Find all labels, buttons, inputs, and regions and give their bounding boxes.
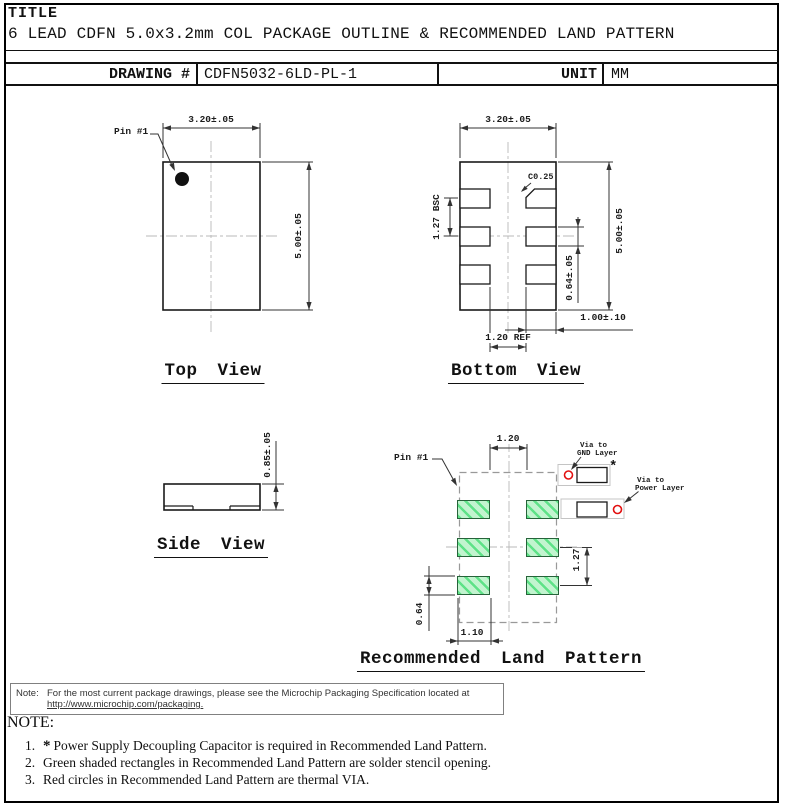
power-via-pad xyxy=(577,502,607,517)
note-text: For the most current package drawings, please see the Microchip Packaging Specification located at xyxy=(47,688,470,699)
land-gap-dim: 1.20 xyxy=(496,433,520,444)
note-item-number: 2. xyxy=(25,755,36,770)
bottom-chamfer-dim: C0.25 xyxy=(528,172,554,182)
pin1-marker-dot xyxy=(175,172,189,186)
note-item-1 xyxy=(25,738,487,755)
gnd-via-label-line1: Via to xyxy=(580,442,608,450)
land-pin1-label: Pin #1 xyxy=(394,452,429,463)
pin1-chamfered-pad xyxy=(526,189,556,208)
bottom-height-dim: 5.00±.05 xyxy=(614,208,625,254)
bottom-view-label: Bottom View xyxy=(448,361,584,384)
bottom-pad-width-dim: 1.00±.10 xyxy=(580,312,626,323)
gnd-via-pad xyxy=(577,468,607,483)
gnd-via-circle xyxy=(565,471,573,479)
land-pad-width-dim: 1.10 xyxy=(460,627,484,638)
land-pitch-dim: 1.27 xyxy=(571,548,582,572)
bottom-pitch-dim: 1.27 BSC xyxy=(431,194,442,240)
top-view-linework xyxy=(150,123,313,310)
top-height-dim: 5.00±.05 xyxy=(293,213,304,259)
note-item-3 xyxy=(25,772,369,788)
notes-heading: NOTE: xyxy=(7,714,55,731)
note-item-text: Power Supply Decoupling Capacitor is required in Recommended Land Pattern. xyxy=(53,738,487,753)
note-item-2 xyxy=(25,755,491,771)
note-item-text: Red circles in Recommended Land Pattern are thermal VIA. xyxy=(43,772,370,787)
top-pin1-label: Pin #1 xyxy=(114,126,149,137)
note-label: Note: xyxy=(16,688,39,699)
page-title: 6 LEAD CDFN 5.0x3.2mm COL PACKAGE OUTLINE & RECOMMENDED LAND PATTERN xyxy=(8,25,675,43)
power-via-circle xyxy=(614,506,622,514)
land-pattern-label: Recommended Land Pattern xyxy=(357,649,645,672)
power-via-label-line2: Power Layer xyxy=(635,485,685,493)
note-url: http://www.microchip.com/packaging. xyxy=(47,699,204,710)
land-pattern-linework xyxy=(424,444,639,645)
note-item-number: 1. xyxy=(25,738,36,753)
bottom-view-pads xyxy=(460,189,556,284)
side-view-label: Side View xyxy=(154,535,268,558)
land-pad-height-dim: 0.64 xyxy=(414,602,425,626)
decoupling-cap-asterisk: * xyxy=(609,459,618,475)
bottom-ref-dim: 1.20 REF xyxy=(485,332,531,343)
side-thickness-dim: 0.85±.05 xyxy=(262,432,273,478)
drawing-number-label: DRAWING # xyxy=(108,66,190,83)
drawing-number-value: CDFN5032-6LD-PL-1 xyxy=(204,66,358,83)
note-item-asterisk: * xyxy=(43,738,51,754)
unit-label: UNIT xyxy=(560,66,597,83)
bottom-width-dim: 3.20±.05 xyxy=(485,114,531,125)
note-item-number: 3. xyxy=(25,772,36,787)
top-view-label: Top View xyxy=(161,361,264,384)
power-via-label-line1: Via to xyxy=(637,477,665,485)
gnd-via-label-line2: GND Layer xyxy=(577,450,618,458)
bottom-pad-height-dim: 0.64±.05 xyxy=(564,255,575,301)
unit-value: MM xyxy=(611,66,630,83)
top-width-dim: 3.20±.05 xyxy=(188,114,234,125)
note-item-text: Green shaded rectangles in Recommended Land Pattern are solder stencil opening. xyxy=(43,755,491,770)
packaging-note-box xyxy=(10,683,504,715)
title-block-label: TITLE xyxy=(8,5,59,22)
